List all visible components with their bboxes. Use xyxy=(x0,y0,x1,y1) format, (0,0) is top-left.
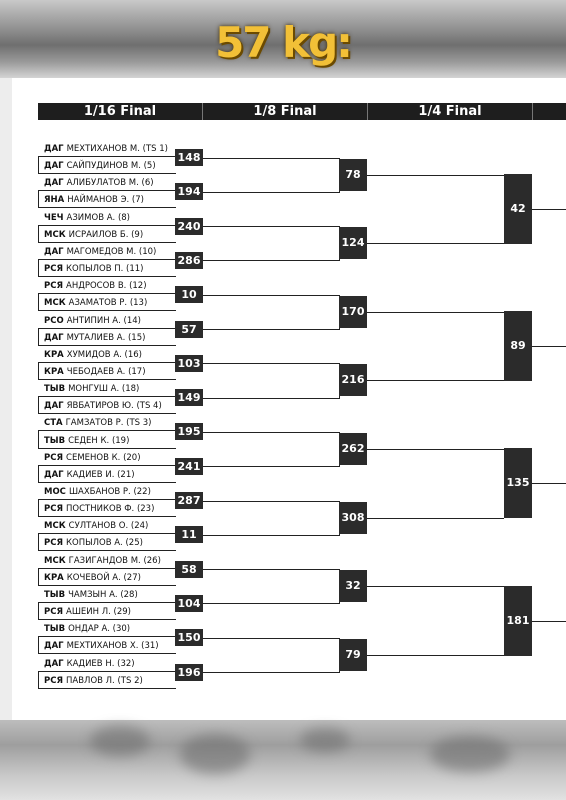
athlete-name: ОНДАР А. (30) xyxy=(68,624,131,635)
round-header-1-16: 1/16 Final xyxy=(38,103,202,120)
match-score[interactable]: 150 xyxy=(175,629,203,646)
athlete-entry[interactable] xyxy=(44,247,156,257)
athlete-entry[interactable] xyxy=(44,659,135,669)
bracket-line xyxy=(203,672,340,673)
entry-underline xyxy=(38,585,176,586)
header-separator xyxy=(367,103,368,120)
athlete-name: МУТАЛИЕВ А. (15) xyxy=(66,332,146,343)
athlete-entry[interactable] xyxy=(44,213,130,223)
athlete-entry[interactable] xyxy=(44,538,143,548)
athlete-entry[interactable] xyxy=(44,316,141,326)
athlete-name: ЯВБАТИРОВ Ю. (TS 4) xyxy=(66,401,162,412)
entry-underline xyxy=(38,190,176,191)
weight-class-title: 57 kg: xyxy=(215,18,351,67)
athlete-name: КОПЫЛОВ А. (25) xyxy=(66,538,143,549)
match-score[interactable]: 104 xyxy=(175,595,203,612)
entry-underline xyxy=(38,619,176,620)
bracket-line xyxy=(203,295,340,296)
bracket-line xyxy=(367,312,504,313)
round-header-next xyxy=(533,103,566,120)
athlete-club: РСЯ xyxy=(44,504,64,515)
athlete-entry[interactable] xyxy=(44,676,143,686)
athlete-club: МСК xyxy=(44,298,66,309)
athlete-club: ЯНА xyxy=(44,195,65,206)
round-header-1-4: 1/4 Final xyxy=(368,103,532,120)
entry-underline xyxy=(38,328,176,329)
athlete-name: СУЛТАНОВ О. (24) xyxy=(68,521,149,532)
athlete-name: АШЕИН Л. (29) xyxy=(66,607,131,618)
bracket-line xyxy=(367,518,504,519)
match-score[interactable]: 78 xyxy=(339,159,367,191)
match-score[interactable]: 262 xyxy=(339,433,367,465)
athlete-club: ТЫВ xyxy=(44,384,66,395)
bracket-line xyxy=(203,432,340,433)
entry-underline xyxy=(38,516,176,517)
bracket-line xyxy=(38,465,39,482)
entry-underline xyxy=(38,379,176,380)
round-header-1-8: 1/8 Final xyxy=(203,103,367,120)
athlete-entry[interactable] xyxy=(44,556,161,566)
athlete-name: АЗАМАТОВ Р. (13) xyxy=(68,298,148,309)
entry-underline xyxy=(38,499,176,500)
bracket-line xyxy=(38,671,39,688)
bottom-backdrop xyxy=(0,720,566,800)
bracket-line xyxy=(38,156,39,173)
bracket-line xyxy=(203,638,340,639)
bracket-line xyxy=(38,636,39,653)
athlete-name: ПАВЛОВ Л. (TS 2) xyxy=(66,675,143,686)
athlete-club: ДАГ xyxy=(44,469,64,480)
athlete-entry[interactable] xyxy=(44,281,147,291)
athlete-entry[interactable] xyxy=(44,607,131,617)
athlete-club: РСЯ xyxy=(44,452,64,463)
bracket-line xyxy=(38,396,39,413)
athlete-entry[interactable] xyxy=(44,573,141,583)
entry-underline xyxy=(38,465,176,466)
entry-underline xyxy=(38,653,176,654)
entry-underline xyxy=(38,602,176,603)
athlete-club: ДАГ xyxy=(44,144,64,154)
athlete-club: ДАГ xyxy=(44,161,64,172)
athlete-entry[interactable] xyxy=(44,504,154,514)
bracket-line xyxy=(532,621,566,622)
athlete-entry[interactable] xyxy=(44,144,168,154)
bracket-line xyxy=(367,243,504,244)
entry-underline xyxy=(38,362,176,363)
athlete-entry[interactable] xyxy=(44,521,148,531)
match-score[interactable]: 57 xyxy=(175,321,203,338)
athlete-name: МАГОМЕДОВ М. (10) xyxy=(66,246,157,257)
athlete-entry[interactable] xyxy=(44,487,151,497)
athlete-club: ДАГ xyxy=(44,401,64,412)
bracket-line xyxy=(38,602,39,619)
athlete-name: АНТИПИН А. (14) xyxy=(66,315,141,326)
entry-underline xyxy=(38,225,176,226)
athlete-entry[interactable] xyxy=(44,161,156,171)
entry-underline xyxy=(38,636,176,637)
athlete-club: ТЫВ xyxy=(44,589,66,600)
shadow-blob xyxy=(430,736,510,772)
athlete-entry[interactable] xyxy=(44,470,135,480)
athlete-name: АНДРОСОВ В. (12) xyxy=(66,281,147,292)
athlete-entry[interactable] xyxy=(44,298,147,308)
athlete-name: НАЙМАНОВ Э. (7) xyxy=(67,195,144,206)
athlete-name: ГАЗИГАНДОВ М. (26) xyxy=(68,555,161,566)
athlete-name: КОПЫЛОВ П. (11) xyxy=(66,264,144,275)
match-score[interactable]: 103 xyxy=(175,355,203,372)
match-score[interactable]: 11 xyxy=(175,526,203,543)
athlete-name: КОЧЕВОЙ А. (27) xyxy=(66,572,141,583)
match-score[interactable]: 308 xyxy=(339,502,367,534)
athlete-club: РСЯ xyxy=(44,281,64,292)
entry-underline xyxy=(38,396,176,397)
bracket-line xyxy=(203,535,340,536)
match-score[interactable]: 10 xyxy=(175,286,203,303)
match-score[interactable]: 194 xyxy=(175,183,203,200)
athlete-name: СЕМЕНОВ К. (20) xyxy=(66,452,141,463)
bracket-line xyxy=(203,398,340,399)
bracket-line xyxy=(532,483,566,484)
entry-underline xyxy=(38,242,176,243)
athlete-club: РСЯ xyxy=(44,538,64,549)
athlete-club: РСО xyxy=(44,315,64,326)
match-score[interactable]: 196 xyxy=(175,664,203,681)
bracket-line xyxy=(367,380,504,381)
entry-underline xyxy=(38,671,176,672)
athlete-club: ЧЕЧ xyxy=(44,212,64,223)
bracket-line xyxy=(367,175,504,176)
bracket-line xyxy=(38,225,39,242)
match-score[interactable]: 195 xyxy=(175,423,203,440)
entry-underline xyxy=(38,482,176,483)
match-score[interactable]: 79 xyxy=(339,639,367,671)
match-score[interactable]: 286 xyxy=(175,252,203,269)
athlete-entry[interactable] xyxy=(44,436,129,446)
header-separator xyxy=(202,103,203,120)
bracket-line xyxy=(532,346,566,347)
entry-underline xyxy=(38,293,176,294)
athlete-name: ГАМЗАТОВ Р. (TS 3) xyxy=(65,418,152,429)
athlete-club: РСЯ xyxy=(44,607,64,618)
bracket-line xyxy=(38,362,39,379)
athlete-entry[interactable] xyxy=(44,195,144,205)
bracket-line xyxy=(203,226,340,227)
athlete-entry[interactable] xyxy=(44,350,142,360)
entry-underline xyxy=(38,688,176,689)
athlete-club: МСК xyxy=(44,521,66,532)
bracket-line xyxy=(203,158,340,159)
bracket-line xyxy=(203,363,340,364)
bracket-line xyxy=(38,430,39,447)
entry-underline xyxy=(38,310,176,311)
athlete-entry[interactable] xyxy=(44,333,145,343)
bracket-line xyxy=(38,328,39,345)
bracket-line xyxy=(367,449,504,450)
bracket-line xyxy=(38,568,39,585)
athlete-name: ИСРАИЛОВ Б. (9) xyxy=(68,229,144,240)
match-score[interactable]: 32 xyxy=(339,570,367,602)
bracket-line xyxy=(203,603,340,604)
entry-underline xyxy=(38,568,176,569)
bracket-line xyxy=(38,499,39,516)
match-score[interactable]: 181 xyxy=(504,586,532,656)
shadow-blob xyxy=(180,734,250,774)
entry-underline xyxy=(38,207,176,208)
athlete-club: МСК xyxy=(44,229,66,240)
athlete-name: ЧАМЗЫН А. (28) xyxy=(68,589,138,600)
bracket-line xyxy=(38,533,39,550)
entry-underline xyxy=(38,550,176,551)
bracket-line xyxy=(203,569,340,570)
entry-underline xyxy=(38,345,176,346)
bracket-line xyxy=(38,259,39,276)
header-separator xyxy=(532,103,533,120)
athlete-name: АЗИМОВ А. (8) xyxy=(66,212,130,223)
athlete-club: ДАГ xyxy=(44,178,64,189)
athlete-entry[interactable] xyxy=(44,384,139,394)
athlete-entry[interactable] xyxy=(44,624,130,634)
athlete-entry[interactable] xyxy=(44,590,138,600)
athlete-club: СТА xyxy=(44,418,63,429)
athlete-club: КРА xyxy=(44,572,64,583)
bracket-line xyxy=(38,293,39,310)
athlete-club: ДАГ xyxy=(44,246,64,257)
athlete-entry[interactable] xyxy=(44,264,144,274)
match-score[interactable]: 135 xyxy=(504,448,532,518)
bracket-line xyxy=(532,209,566,210)
bracket-line xyxy=(38,190,39,207)
match-score[interactable]: 216 xyxy=(339,364,367,396)
athlete-club: ТЫВ xyxy=(44,435,66,446)
athlete-name: ШАХБАНОВ Р. (22) xyxy=(68,487,151,497)
athlete-club: ДАГ xyxy=(44,332,64,343)
match-score[interactable]: 287 xyxy=(175,492,203,509)
entry-underline xyxy=(38,259,176,260)
athlete-club: ДАГ xyxy=(44,641,64,652)
athlete-entry[interactable] xyxy=(44,230,143,240)
entry-underline xyxy=(38,173,176,174)
entry-underline xyxy=(38,413,176,414)
bracket-line xyxy=(203,260,340,261)
entry-underline xyxy=(38,156,176,157)
athlete-name: САЙПУДИНОВ М. (5) xyxy=(66,161,156,172)
entry-underline xyxy=(38,430,176,431)
match-score[interactable]: 241 xyxy=(175,458,203,475)
athlete-name: МЕХТИХАНОВ М. (TS 1) xyxy=(66,144,168,154)
shadow-blob xyxy=(90,726,150,756)
athlete-entry[interactable] xyxy=(44,178,154,188)
match-score[interactable]: 89 xyxy=(504,311,532,381)
athlete-club: РСЯ xyxy=(44,264,64,275)
athlete-name: ХУМИДОВ А. (16) xyxy=(66,349,142,360)
bracket-line xyxy=(367,655,504,656)
bracket-line xyxy=(203,501,340,502)
athlete-name: МОНГУШ А. (18) xyxy=(68,384,140,395)
athlete-name: СЕДЕН К. (19) xyxy=(68,435,130,446)
bracket-line xyxy=(203,329,340,330)
athlete-club: КРА xyxy=(44,366,64,377)
athlete-name: КАДИЕВ Н. (32) xyxy=(66,658,135,669)
athlete-name: КАДИЕВ И. (21) xyxy=(66,469,135,480)
match-score[interactable]: 42 xyxy=(504,174,532,244)
athlete-club: РСЯ xyxy=(44,675,64,686)
bracket-line xyxy=(367,586,504,587)
entry-underline xyxy=(38,276,176,277)
athlete-entry[interactable] xyxy=(44,418,152,428)
entry-underline xyxy=(38,533,176,534)
athlete-club: МСК xyxy=(44,555,66,566)
match-score[interactable]: 149 xyxy=(175,389,203,406)
athlete-club: ДАГ xyxy=(44,658,64,669)
bracket-line xyxy=(203,192,340,193)
sheet-left-edge xyxy=(0,78,12,720)
athlete-entry[interactable] xyxy=(44,367,146,377)
match-score[interactable]: 170 xyxy=(339,296,367,328)
athlete-entry[interactable] xyxy=(44,453,141,463)
athlete-entry[interactable] xyxy=(44,401,162,411)
athlete-name: МЕХТИХАНОВ Х. (31) xyxy=(66,641,159,652)
athlete-club: ТЫВ xyxy=(44,624,66,635)
shadow-blob xyxy=(300,728,350,752)
bracket-line xyxy=(203,466,340,467)
match-score[interactable]: 58 xyxy=(175,561,203,578)
athlete-name: ЧЕБОДАЕВ А. (17) xyxy=(66,366,146,377)
match-score[interactable]: 124 xyxy=(339,227,367,259)
athlete-club: МОС xyxy=(44,487,66,497)
athlete-club: КРА xyxy=(44,349,64,360)
match-score[interactable]: 240 xyxy=(175,218,203,235)
athlete-name: ПОСТНИКОВ Ф. (23) xyxy=(66,504,155,515)
match-score[interactable]: 148 xyxy=(175,149,203,166)
athlete-name: АЛИБУЛАТОВ М. (6) xyxy=(66,178,154,189)
athlete-entry[interactable] xyxy=(44,641,159,651)
entry-underline xyxy=(38,448,176,449)
